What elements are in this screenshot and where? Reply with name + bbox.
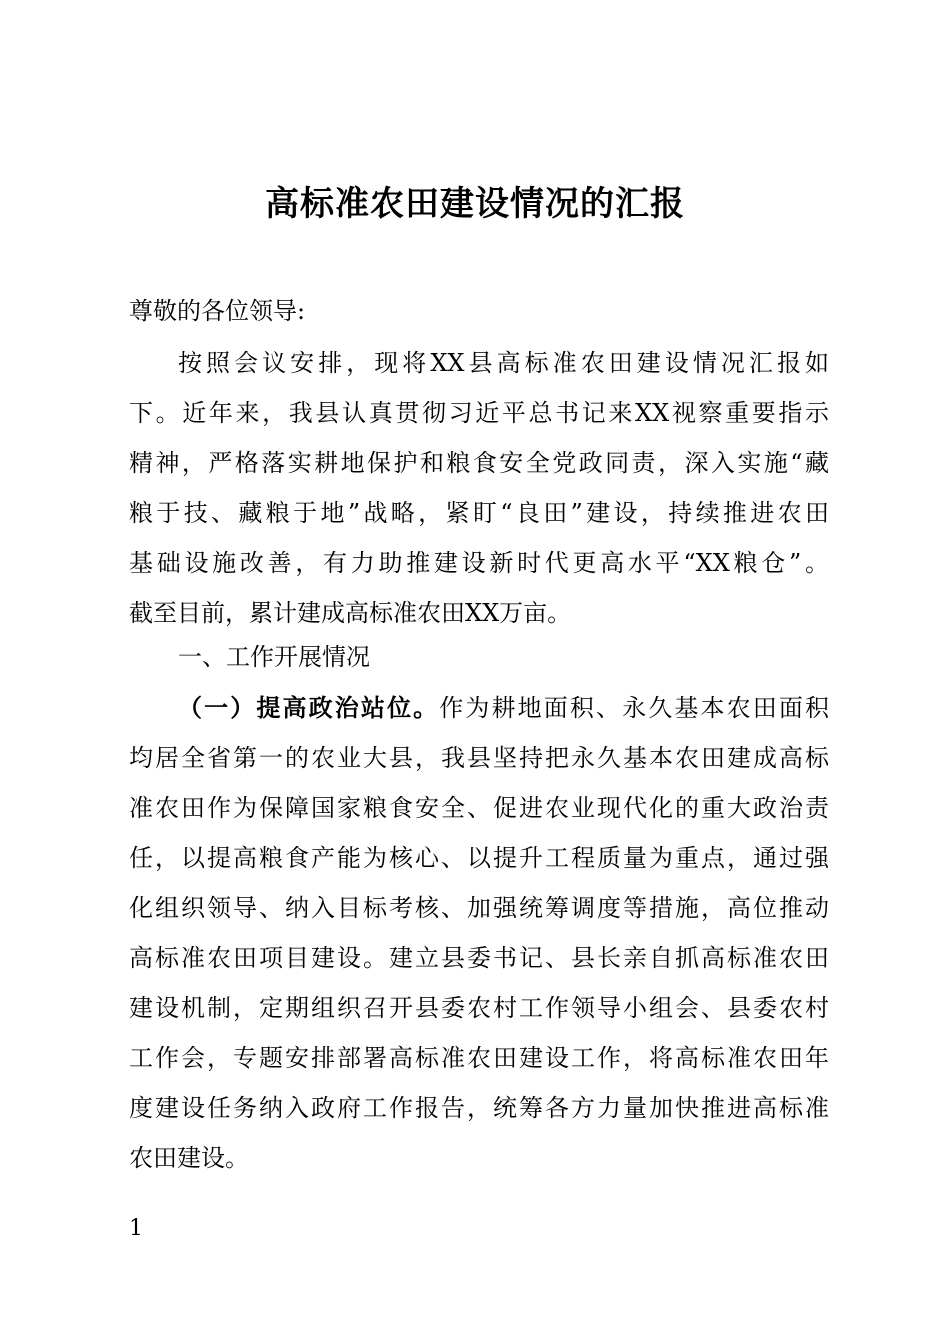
section-paragraph (129, 683, 829, 1183)
page-number: 1 (129, 1216, 143, 1241)
intro-line: 粮于技、藏粮于地”战略，紧盯“良田”建设，持续推进农田 (129, 499, 829, 527)
intro-line: 截至目前，累计建成高标准农田XX万亩。 (129, 599, 572, 627)
section-line: 工作会，专题安排部署高标准农田建设工作，将高标准农田年 (129, 1044, 829, 1072)
section-line: 建设机制，定期组织召开县委农村工作领导小组会、县委农村 (129, 994, 829, 1022)
section-first-line (129, 683, 829, 733)
section-line: 度建设任务纳入政府工作报告，统筹各方力量加快推进高标准 (129, 1094, 829, 1122)
section-line: 化组织领导、纳入目标考核、加强统筹调度等措施，高位推动 (129, 894, 829, 922)
section-line-text: 作为耕地面积、永久基本农田面积 (439, 694, 829, 722)
intro-line: 按照会议安排，现将XX县高标准农田建设情况汇报如 (178, 349, 829, 377)
subsection-heading: （一）提高政治站位。 (178, 694, 440, 722)
section-line: 任，以提高粮食产能为核心、以提升工程质量为重点，通过强 (129, 844, 829, 872)
section-line: 准农田作为保障国家粮食安全、促进农业现代化的重大政治责 (129, 794, 829, 822)
intro-line: 基础设施改善，有力助推建设新时代更高水平“XX粮仓”。 (129, 549, 829, 577)
intro-paragraph (129, 338, 829, 638)
intro-line: 精神，严格落实耕地保护和粮食安全党政同责，深入实施“藏 (129, 449, 829, 477)
intro-line: 下。近年来，我县认真贯彻习近平总书记来XX视察重要指示 (129, 399, 829, 427)
document-title: 高标准农田建设情况的汇报 (265, 184, 685, 224)
section-line: 农田建设。 (129, 1144, 249, 1172)
section-line: 高标准农田项目建设。建立县委书记、县长亲自抓高标准农田 (129, 944, 829, 972)
section-heading: 一、工作开展情况 (178, 643, 370, 671)
section-line: 均居全省第一的农业大县，我县坚持把永久基本农田建成高标 (129, 744, 829, 772)
salutation: 尊敬的各位领导: (129, 297, 306, 325)
